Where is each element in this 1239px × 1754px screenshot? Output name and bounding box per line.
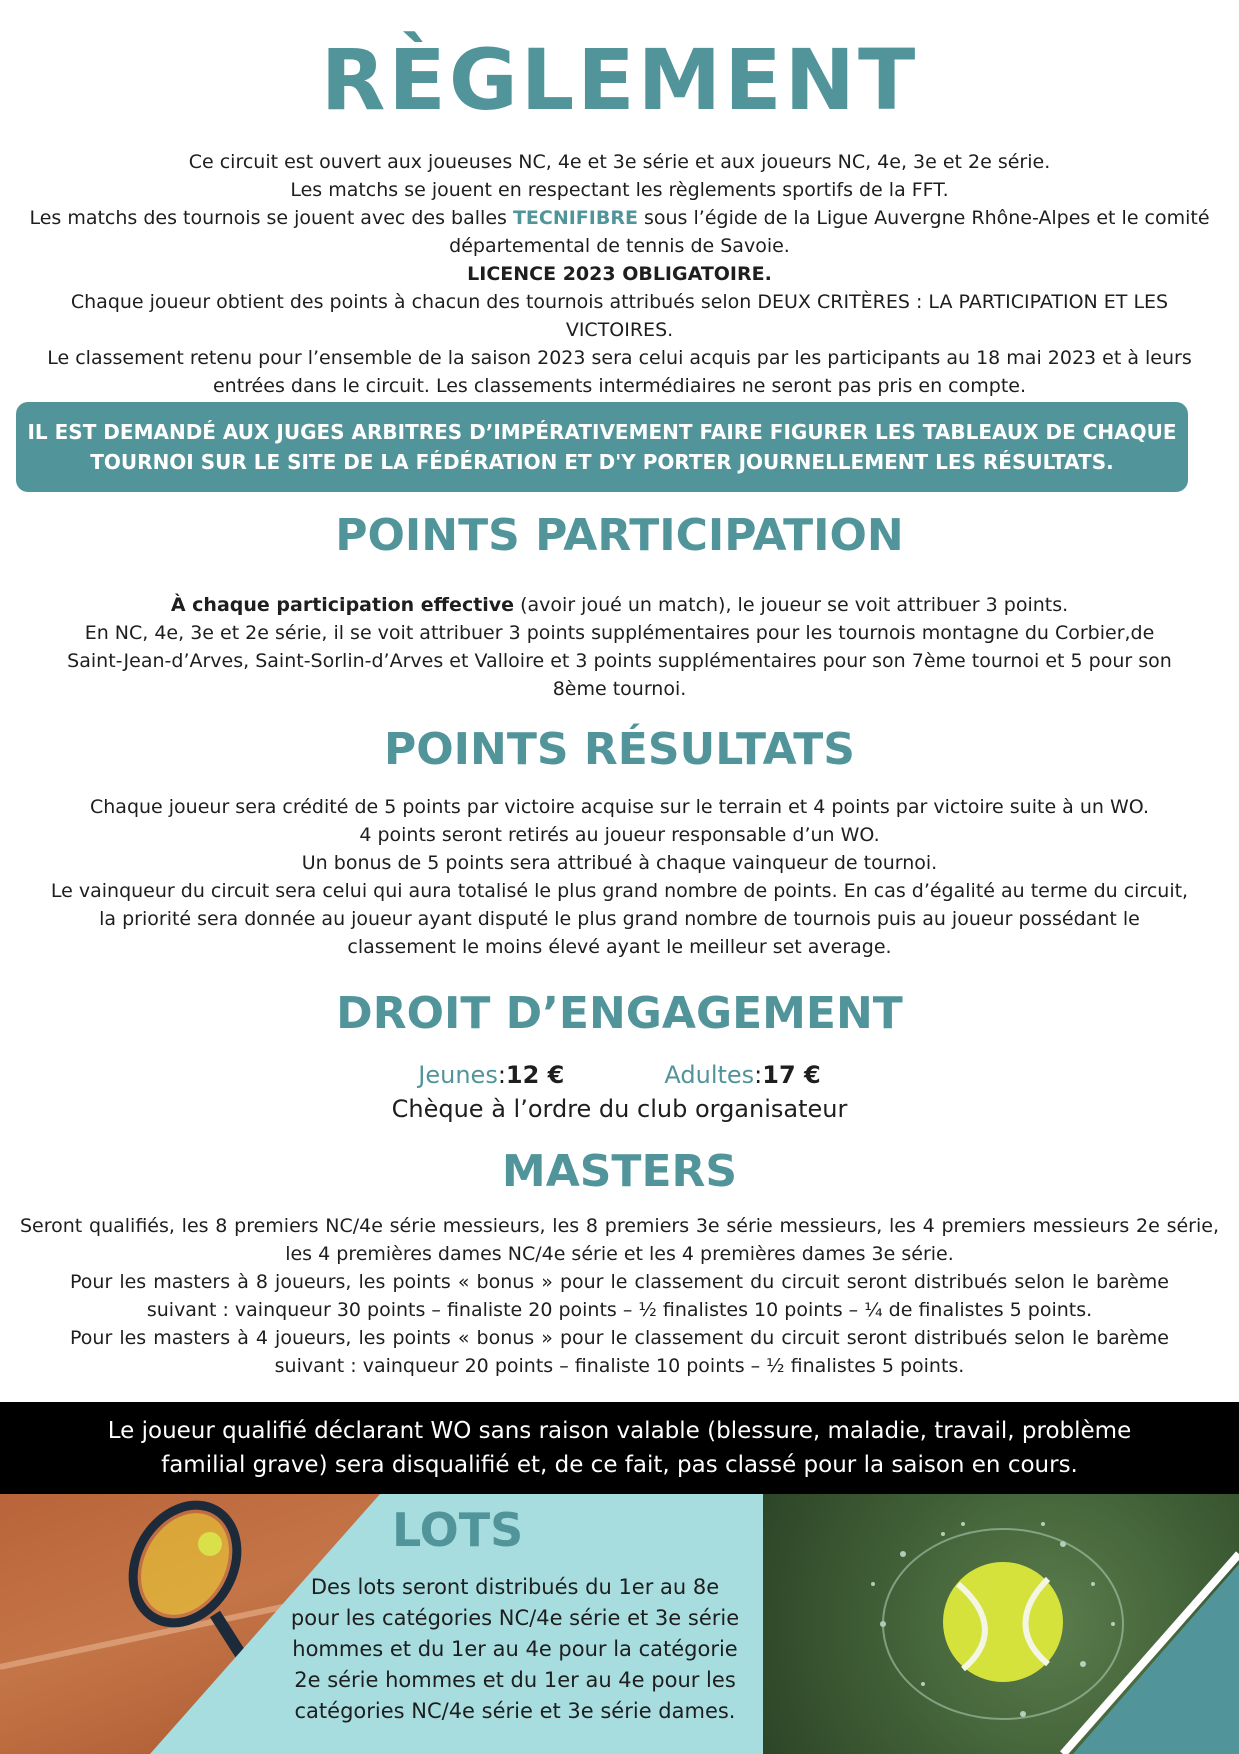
intro-line: Chaque joueur obtient des points à chacun des tournois attribués selon DEUX CRITÈRES : LA PARTICIPATION ET LES VICTOIRES. — [70, 291, 1169, 341]
lots-line: pour les catégories NC/4e série et 3e série — [290, 1606, 740, 1630]
lots-text — [290, 1572, 740, 1727]
intro-line: Le classement retenu pour l’ensemble de la saison 2023 sera celui acquis par les participants au 18 mai 2023 et à leurs entrées dans le circuit. Les classements intermédiaires ne seront pas pris en compte. — [47, 347, 1192, 397]
fees-note: Chèque à l’ordre du club organisateur — [391, 1095, 848, 1123]
intro-line: Les matchs se jouent en respectant les règlements sportifs de la FFT. — [290, 179, 949, 201]
brand-tecnifibre: TECNIFIBRE — [512, 207, 638, 229]
tennis-ball-splash-grass-photo — [763, 1494, 1239, 1754]
page-title: RÈGLEMENT — [320, 31, 919, 129]
banner-line: IL EST DEMANDÉ AUX JUGES ARBITRES D’IMPÉRATIVEMENT FAIRE FIGURER LES TABLEAUX DE CHAQUE — [27, 420, 1177, 444]
results-line: Un bonus de 5 points sera attribué à chaque vainqueur de tournoi. — [301, 852, 938, 874]
lots-line: Des lots seront distribués du 1er au 8e — [310, 1575, 720, 1599]
youth-fee: Jeunes:12 € — [418, 1061, 565, 1089]
participation-line: En NC, 4e, 3e et 2e série, il se voit attribuer 3 points supplémentaires pour les tournois montagne du Corbier,de Saint-Jean-d’Arves, Saint-Sorlin-d’Arves et Valloire et 3 points supplémentaires pour son 7ème tournoi et 5 pour son 8ème tournoi. — [67, 622, 1172, 700]
fees-heading: DROIT D’ENGAGEMENT — [336, 988, 903, 1039]
results-line: Chaque joueur sera crédité de 5 points par victoire acquise sur le terrain et 4 points par victoire suite à un WO. — [90, 796, 1149, 818]
results-line: Le vainqueur du circuit sera celui qui aura totalisé le plus grand nombre de points. En cas d’égalité au terme du circuit, la priorité sera donnée au joueur ayant disputé le plus grand nombre de tournois puis au joueur possédant le classement le moins élevé ayant le meilleur set average. — [50, 880, 1189, 958]
masters-block — [20, 1212, 1219, 1380]
results-block — [20, 793, 1219, 961]
intro-line: Ce circuit est ouvert aux joueuses NC, 4e et 3e série et aux joueurs NC, 4e, 3e et 2e série. — [188, 151, 1051, 173]
lots-heading: LOTS — [392, 1503, 524, 1557]
masters-heading: MASTERS — [501, 1146, 738, 1197]
intro-block — [20, 148, 1219, 400]
wo-notice-bar — [0, 1402, 1239, 1494]
lots-line: 2e série hommes et du 1er au 4e pour les — [294, 1668, 736, 1692]
results-line: 4 points seront retirés au joueur responsable d’un WO. — [359, 824, 880, 846]
wo-notice-line: familial grave) sera disqualifié et, de ce fait, pas classé pour la saison en cours. — [161, 1452, 1078, 1478]
fees-row — [0, 1058, 1239, 1092]
adult-fee: Adultes:17 € — [664, 1061, 821, 1089]
intro-line: Les matchs des tournois se jouent avec des balles TECNIFIBRE sous l’égide de la Ligue Auvergne Rhône-Alpes et le comité départemental de tennis de Savoie. — [29, 207, 1210, 257]
licence-notice: LICENCE 2023 OBLIGATOIRE. — [467, 263, 772, 285]
masters-line: Pour les masters à 8 joueurs, les points « bonus » pour le classement du circuit seront distribués selon le barème suivant : vainqueur 30 points – finaliste 20 points – ½ finalistes 10 points – ¼ de finalistes 5 points. — [70, 1271, 1169, 1321]
lots-line: hommes et du 1er au 4e pour la catégorie — [292, 1637, 738, 1661]
fees-block — [0, 1058, 1239, 1126]
lots-section — [0, 1494, 1239, 1754]
referee-banner — [16, 402, 1188, 492]
participation-block — [20, 591, 1219, 703]
wo-notice-line: Le joueur qualifié déclarant WO sans raison valable (blessure, maladie, travail, problème — [107, 1418, 1132, 1444]
participation-line: À chaque participation effective (avoir joué un match), le joueur se voit attribuer 3 points. — [170, 594, 1069, 616]
masters-line: Seront qualifiés, les 8 premiers NC/4e série messieurs, les 8 premiers 3e série messieurs, les 4 premiers messieurs 2e série, les 4 premières dames NC/4e série et les 4 premières dames 3e série. — [20, 1215, 1219, 1265]
results-heading: POINTS RÉSULTATS — [384, 724, 855, 775]
lots-line: catégories NC/4e série et 3e série dames. — [294, 1699, 736, 1723]
masters-line: Pour les masters à 4 joueurs, les points « bonus » pour le classement du circuit seront distribués selon le barème suivant : vainqueur 20 points – finaliste 10 points – ½ finalistes 5 points. — [70, 1327, 1169, 1377]
banner-line: TOURNOI SUR LE SITE DE LA FÉDÉRATION ET D'Y PORTER JOURNELLEMENT LES RÉSULTATS. — [90, 450, 1114, 474]
participation-heading: POINTS PARTICIPATION — [335, 510, 904, 561]
